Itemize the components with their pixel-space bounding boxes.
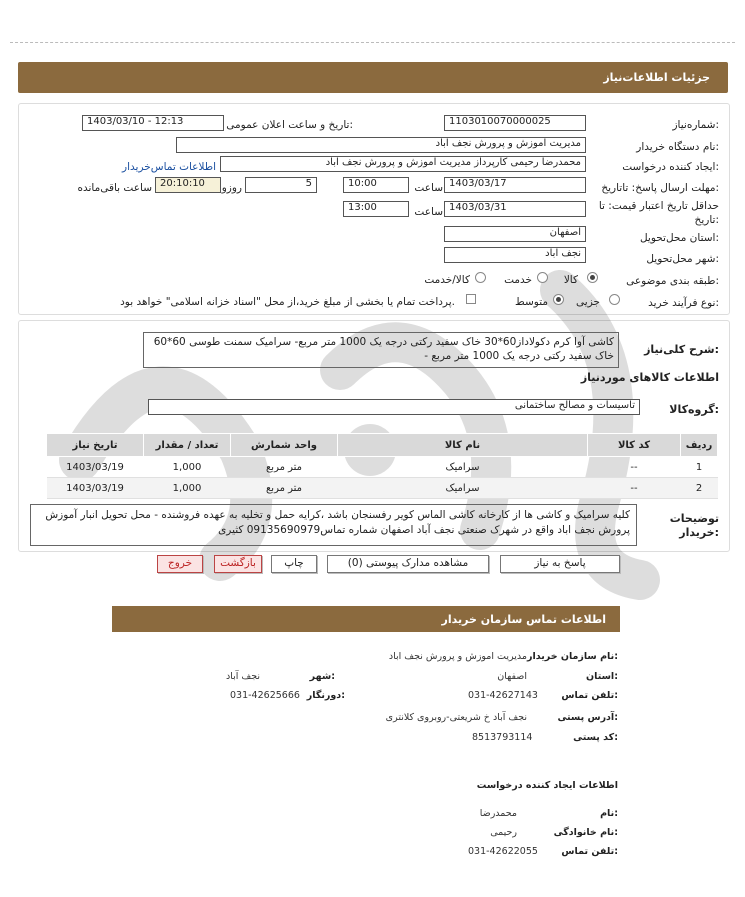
exit-button[interactable]: خروج [157, 555, 203, 573]
contact-title: اطلاعات تماس سازمان خریدار [441, 613, 606, 626]
cell-qty: 1,000 [144, 457, 231, 478]
deadline-time-field: 10:00 [343, 177, 409, 193]
cell-code: -- [588, 478, 681, 499]
buyer-notes: کلیه سرامیک و کاشی ها از کارخانه کاشی الماس کویر رفسنجان باشد ،کرایه حمل و تخلیه به عهده فروشنده - محل تحویل انبار آموزش پرورش نجف اباد واقع در شهرک صنعتی نجف آباد اصفهان شماره تماس09135690979 کثیری [30, 504, 637, 546]
validity-label-2: تاریخ: [694, 214, 719, 226]
cell-date: 1403/03/19 [47, 478, 144, 499]
cell-unit: متر مربع [231, 478, 338, 499]
validity-date-field: 1403/03/31 [444, 201, 586, 217]
validity-time-field: 13:00 [343, 201, 409, 217]
org-value: مدیریت اموزش و پرورش نجف اباد [388, 651, 527, 662]
validity-time-label: ساعت [414, 206, 443, 218]
fax-value: 031-42625666 [230, 690, 300, 701]
contact-header [112, 606, 620, 632]
category-goods-label: کالا [563, 274, 578, 286]
creator-family-value: رحیمی [490, 827, 517, 838]
col-name: نام کالا [338, 434, 588, 457]
attachments-button[interactable]: مشاهده مدارک پیوستی (0) [327, 555, 489, 573]
process-label: نوع فرآیند خرید: [648, 297, 719, 309]
deadline-label: مهلت ارسال پاسخ: تاتاریخ: [601, 182, 719, 194]
creator-label: ایجاد کننده درخواست: [622, 161, 719, 173]
postal-value: 8513793114 [472, 732, 533, 743]
category-both-radio[interactable] [475, 272, 486, 283]
remaining-time-field: 20:10:10 [155, 177, 221, 193]
category-label: طبقه بندی موضوعی: [626, 275, 719, 287]
treasury-payment-checkbox[interactable] [466, 294, 476, 304]
cell-date: 1403/03/19 [47, 457, 144, 478]
goods-table-header [47, 434, 718, 457]
creator-field: محمدرضا رحیمی کارپرداز مدیریت اموزش و پرورش نجف اباد [220, 156, 586, 172]
notes-label: توضیحات خریدار: [669, 512, 719, 539]
process-medium-label: متوسط [515, 296, 548, 308]
need-number-field: 1103010070000025 [444, 115, 586, 131]
contact-city-label: شهر: [309, 671, 335, 682]
buyer-contact-link[interactable]: اطلاعات تماس‌خریدار [122, 161, 216, 173]
phone-label: تلفن تماس: [561, 690, 618, 701]
creator-phone-label: تلفن تماس: [561, 846, 618, 857]
days-field: 5 [245, 177, 317, 193]
city-label: شهر محل‌تحویل: [646, 253, 719, 265]
announce-field: 1403/03/10 - 12:13 [82, 115, 224, 131]
col-row: ردیف [681, 434, 718, 457]
deadline-date-field: 1403/03/17 [444, 177, 586, 193]
creator-section-title: اطلاعات ایجاد کننده درخواست [476, 780, 618, 791]
goods-info-title: اطلاعات کالاهای موردنیاز [580, 371, 719, 384]
province-label: استان محل‌تحویل: [639, 232, 719, 244]
details-header [18, 62, 728, 93]
cell-row: 2 [681, 478, 718, 499]
remaining-label: ساعت باقی‌مانده [77, 182, 152, 194]
table-row [47, 457, 718, 478]
fax-label: دورنگار: [306, 690, 345, 701]
phone-value: 031-42627143 [468, 690, 538, 701]
goods-table [46, 433, 718, 499]
days-label: روزو [221, 182, 242, 194]
category-service-radio[interactable] [537, 272, 548, 283]
col-code: کد کالا [588, 434, 681, 457]
city-field: نجف اباد [444, 247, 586, 263]
need-number-label: شماره‌نیاز: [672, 119, 719, 131]
address-value: نجف آباد خ شریعتی-روبروی کلانتری [385, 712, 527, 723]
contact-province-label: استان: [586, 671, 618, 682]
address-label: آدرس پستی: [557, 712, 618, 723]
creator-phone-value: 031-42622055 [468, 846, 538, 857]
cell-qty: 1,000 [144, 478, 231, 499]
creator-name-label: نام: [600, 808, 618, 819]
buyer-field: مدیریت اموزش و پرورش نجف اباد [176, 137, 586, 153]
province-field: اصفهان [444, 226, 586, 242]
col-date: تاریخ نیاز [47, 434, 144, 457]
page-title: جزئیات اطلاعات‌نیاز [603, 71, 710, 84]
buyer-label: نام دستگاه خریدار: [636, 141, 719, 153]
category-goods-radio[interactable] [587, 272, 598, 283]
creator-family-label: نام خانوادگی: [553, 827, 618, 838]
top-divider [10, 42, 735, 43]
category-both-label: کالا/خدمت [424, 274, 470, 286]
col-unit: واحد شمارش [231, 434, 338, 457]
cell-name: سرامیک [338, 457, 588, 478]
col-qty: تعداد / مقدار [144, 434, 231, 457]
treasury-payment-note: پرداخت تمام یا بخشی از مبلغ خرید،از محل "اسناد خزانه اسلامی" خواهد بود. [120, 296, 455, 308]
category-service-label: خدمت [504, 274, 532, 286]
process-partial-label: جزیی [576, 296, 600, 308]
cell-unit: متر مربع [231, 457, 338, 478]
announce-label: تاریخ و ساعت اعلان عمومی: [226, 119, 353, 131]
summary-text: کاشی آوا کرم دکولاداز60*30 خاک سفید رکتی درجه یک 1000 متر مربع- سرامیک سمنت طوسی 60*60 خاک سفید رکتی درجه یک 1000 متر مربع - [143, 332, 619, 368]
deadline-time-label: ساعت [414, 182, 443, 194]
table-row [47, 478, 718, 499]
process-medium-radio[interactable] [553, 294, 564, 305]
contact-city-value: نجف آباد [225, 671, 260, 682]
process-partial-radio[interactable] [609, 294, 620, 305]
contact-province-value: اصفهان [497, 671, 527, 682]
cell-code: -- [588, 457, 681, 478]
cell-name: سرامیک [338, 478, 588, 499]
goods-group-label: گروه‌کالا: [669, 403, 719, 416]
creator-name-value: محمدرضا [479, 808, 517, 819]
back-button[interactable]: بازگشت [214, 555, 262, 573]
postal-label: کد پستی: [573, 732, 618, 743]
print-button[interactable]: چاپ [271, 555, 317, 573]
validity-label: حداقل تاریخ اعتبار قیمت: تا [598, 200, 719, 212]
goods-group-field: تاسیسات و مصالح ساختمانی [148, 399, 640, 415]
summary-label: شرح کلی‌نیاز: [644, 343, 719, 356]
reply-button[interactable]: پاسخ به نیاز [500, 555, 620, 573]
org-label: نام سازمان خریدار: [527, 651, 618, 662]
cell-row: 1 [681, 457, 718, 478]
